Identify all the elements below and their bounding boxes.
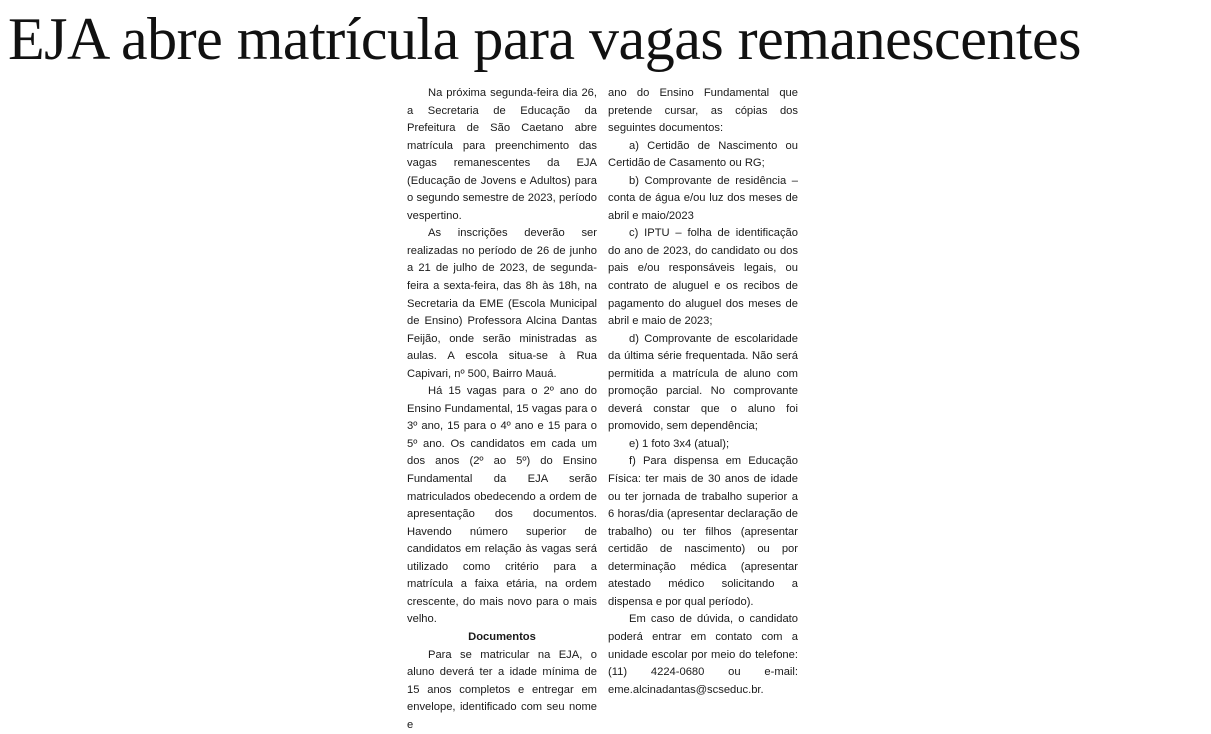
article-column-2 bbox=[608, 85, 798, 699]
subheading-documentos: Documentos bbox=[407, 629, 597, 647]
document-item-f: f) Para dispensa em Educação Física: ter mais de 30 anos de idade ou ter jornada de trabalho superior a 6 horas/dia (apresentar declaração de trabalho) ou ter filhos (apresentar certidão de nascimento) ou por determinação médica (apresentar atestado médico solicitando a dispensa e por qual período). bbox=[608, 453, 798, 611]
document-item-c: c) IPTU – folha de identificação do ano de 2023, do candidato ou dos pais e/ou responsáveis legais, ou contrato de aluguel e os recibos de pagamento do aluguel dos meses de abril e maio de 2023; bbox=[608, 225, 798, 330]
document-item-e: e) 1 foto 3x4 (atual); bbox=[608, 436, 798, 454]
paragraph-continuation: ano do Ensino Fundamental que pretende cursar, as cópias dos seguintes documentos: bbox=[608, 85, 798, 138]
paragraph-intro: Na próxima segunda-feira dia 26, a Secretaria de Educação da Prefeitura de São Caetano abre matrícula para preenchimento das vagas remanescentes da EJA (Educação de Jovens e Adultos) para o segundo semestre de 2023, período vespertino. bbox=[407, 85, 597, 225]
paragraph-matricula: Para se matricular na EJA, o aluno deverá ter a idade mínima de 15 anos completos e entregar em envelope, identificado com seu nome e bbox=[407, 647, 597, 734]
paragraph-vagas: Há 15 vagas para o 2º ano do Ensino Fundamental, 15 vagas para o 3º ano, 15 para o 4º ano e 15 para o 5º ano. Os candidatos em cada um dos anos (2º ao 5º) do Ensino Fundamental da EJA serão matriculados obedecendo a ordem de apresentação dos documentos. Havendo número superior de candidatos em relação às vagas será utilizado como critério para a matrícula a faixa etária, na ordem crescente, do mais novo para o mais velho. bbox=[407, 383, 597, 629]
document-item-b: b) Comprovante de residência – conta de água e/ou luz dos meses de abril e maio/2023 bbox=[608, 173, 798, 226]
paragraph-contact: Em caso de dúvida, o candidato poderá entrar em contato com a unidade escolar por meio do telefone: (11) 4224-0680 ou e-mail: eme.alcinadantas@scseduc.br. bbox=[608, 611, 798, 699]
article-headline: EJA abre matrícula para vagas remanescentes bbox=[8, 0, 1203, 78]
paragraph-inscricoes: As inscrições deverão ser realizadas no período de 26 de junho a 21 de julho de 2023, de segunda-feira a sexta-feira, das 8h às 18h, na Secretaria da EME (Escola Municipal de Ensino) Professora Alcina Dantas Feijão, onde serão ministradas as aulas. A escola situa-se à Rua Capivari, nº 500, Bairro Mauá. bbox=[407, 225, 597, 383]
document-item-d: d) Comprovante de escolaridade da última série frequentada. Não será permitida a matrícula de aluno com promoção parcial. No comprovante deverá constar que o aluno foi promovido, sem dependência; bbox=[608, 331, 798, 436]
document-item-a: a) Certidão de Nascimento ou Certidão de Casamento ou RG; bbox=[608, 138, 798, 173]
